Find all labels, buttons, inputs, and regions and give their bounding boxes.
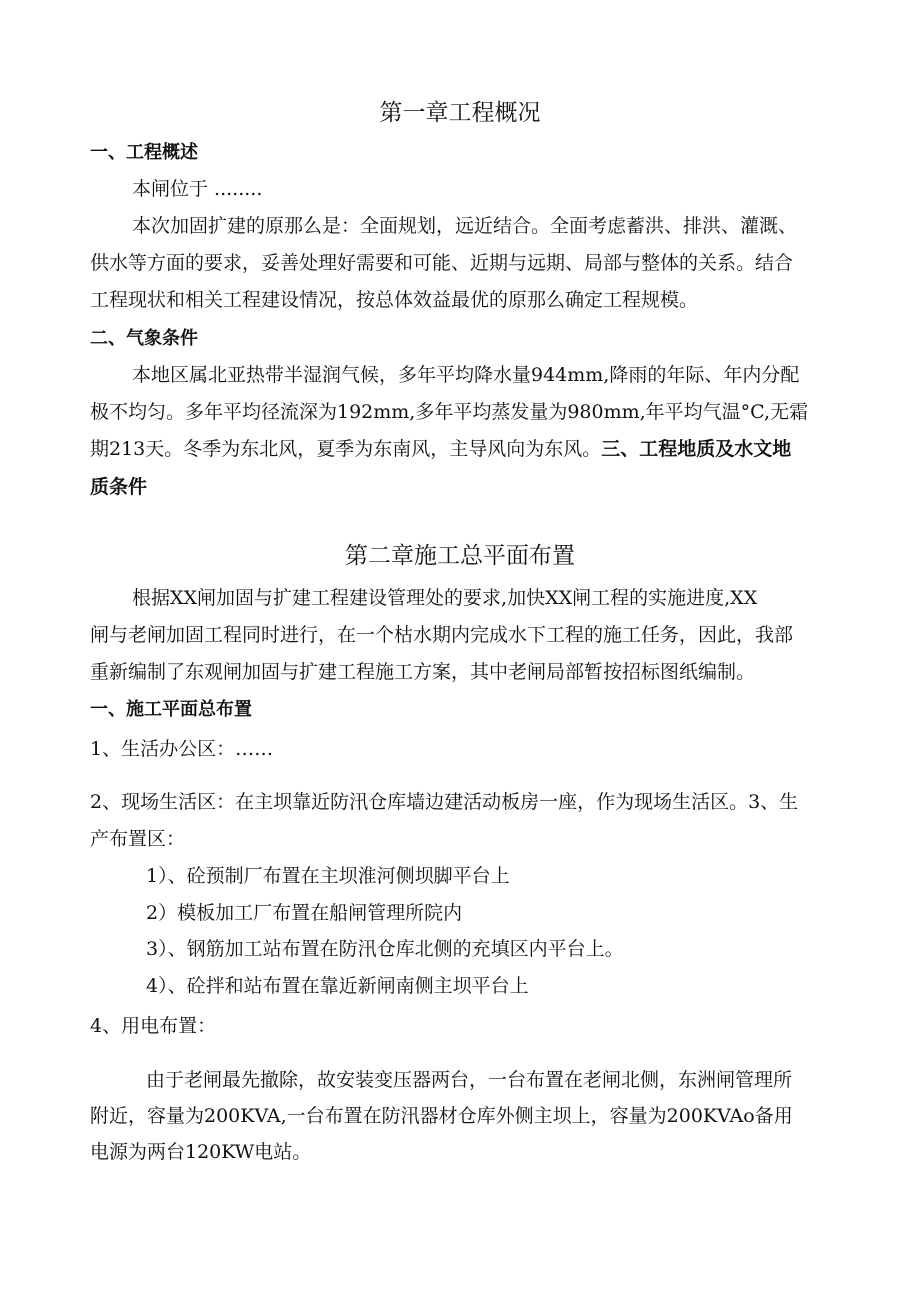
paragraph-line: 供水等方面的要求，妥善处理好需要和可能、近期与远期、局部与整体的关系。结合 <box>90 252 794 274</box>
paragraph-line: 本闸位于 ........ <box>132 178 263 200</box>
paragraph-line: 本地区属北亚热带半湿润气候，多年平均降水量944mm,降雨的年际、年内分配 <box>132 364 800 386</box>
sub-list-item: 1）、砼预制厂布置在主坝淮河侧坝脚平台上 <box>146 865 510 887</box>
paragraph-line: 本次加固扩建的原那么是：全面规划，远近结合。全面考虑蓄洪、排洪、灌溉、 <box>132 215 798 237</box>
paragraph-line <box>90 437 791 461</box>
sub-list-item: 2）模板加工厂布置在船闸管理所院内 <box>146 902 463 924</box>
list-item-cont: 产布置区： <box>90 828 186 850</box>
paragraph-line: 电源为两台120KW电站。 <box>90 1141 312 1163</box>
paragraph-line: 重新编制了东观闸加固与扩建工程施工方案，其中老闸局部暂按招标图纸编制。 <box>90 661 756 683</box>
section-heading-climate: 二、气象条件 <box>90 328 198 349</box>
paragraph-line: 工程现状和相关工程建设情况，按总体效益最优的原那么确定工程规模。 <box>90 289 699 311</box>
paragraph-line: 由于老闸最先撤除，故安装变压器两台，一台布置在老闸北侧，东洲闸管理所 <box>146 1069 793 1091</box>
section-heading-geology-cont: 质条件 <box>90 476 148 498</box>
paragraph-line: 闸与老闸加固工程同时进行，在一个枯水期内完成水下工程的施工任务，因此，我部 <box>90 624 794 646</box>
sub-list-item: 3）、钢筋加工站布置在防汛仓库北侧的充填区内平台上。 <box>146 938 624 960</box>
paragraph-line: 极不均匀。多年平均径流深为192mm,多年平均蒸发量为980mm,年平均气温°C,无霜 <box>90 401 809 423</box>
paragraph-line: 根据XX闸加固与扩建工程建设管理处的要求,加快XX闸工程的实施进度,XX <box>132 587 758 609</box>
section-heading-overview: 一、工程概述 <box>90 142 198 163</box>
paragraph-text: 期213天。冬季为东北风，夏季为东南风，主导风向为东风。 <box>90 438 602 460</box>
chapter-2-title: 第二章施工总平面布置 <box>345 543 575 569</box>
section-heading-layout: 一、施工平面总布置 <box>90 699 252 720</box>
section-heading-geology: 三、工程地质及水文地 <box>601 438 792 460</box>
list-item: 1、生活办公区：…… <box>90 738 274 760</box>
sub-list-item: 4）、砼拌和站布置在靠近新闸南侧主坝平台上 <box>146 975 529 997</box>
chapter-1-title: 第一章工程概况 <box>379 100 541 126</box>
paragraph-line: 附近，容量为200KVA,一台布置在防汛器材仓库外侧主坝上，容量为200KVAo备用 <box>90 1105 793 1127</box>
list-item: 4、用电布置： <box>90 1015 217 1037</box>
list-item: 2、现场生活区：在主坝靠近防汛仓库墙边建活动板房一座，作为现场生活区。3、生 <box>90 791 799 813</box>
